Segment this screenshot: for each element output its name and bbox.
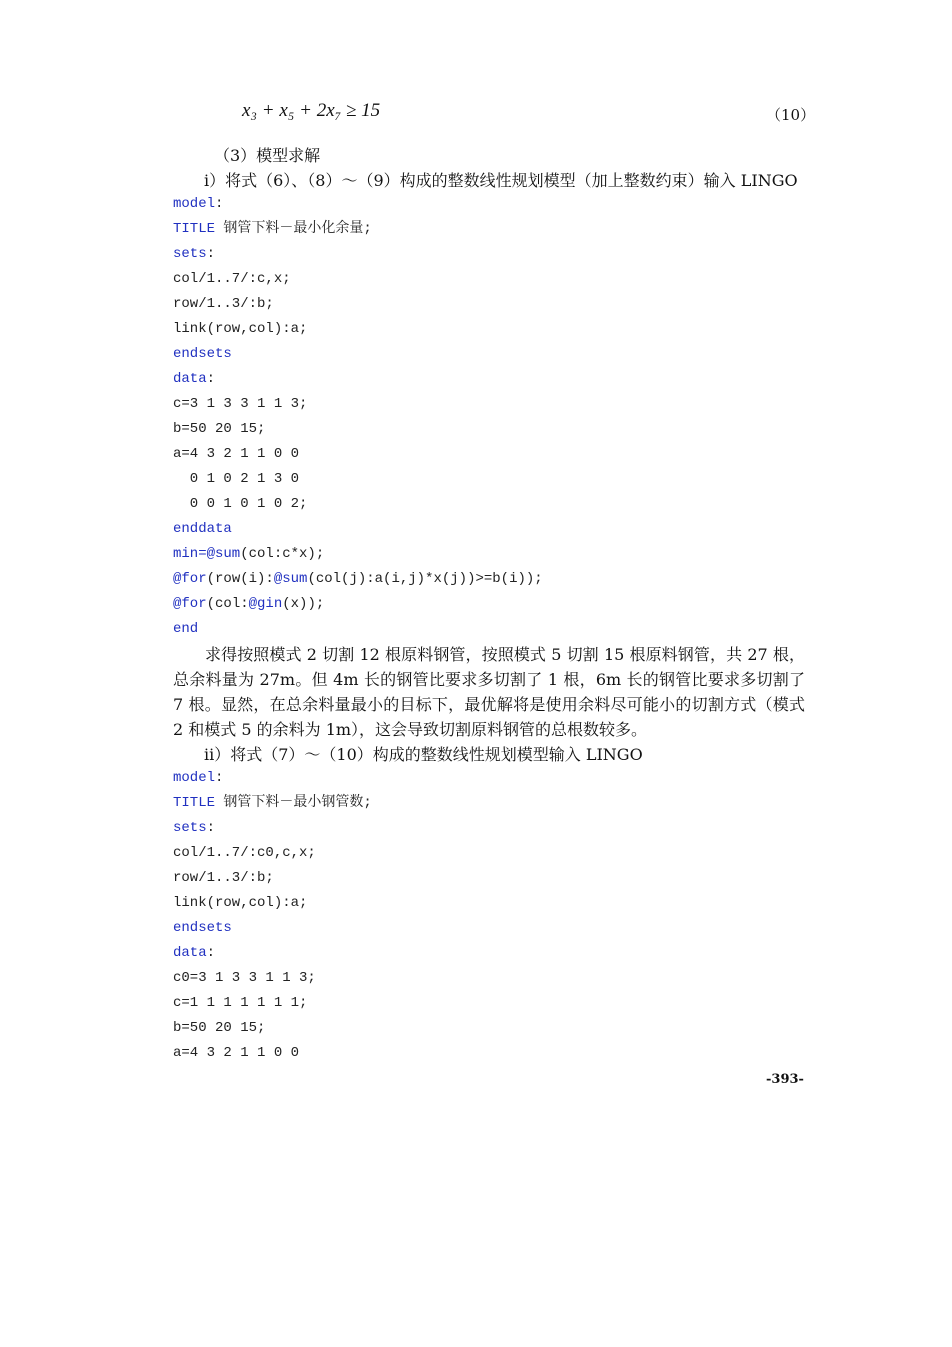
code-text: 0 0 1 0 1 0 2; bbox=[173, 496, 308, 512]
code-line bbox=[173, 217, 372, 242]
code-text: 0 1 0 2 1 3 0 bbox=[173, 471, 300, 487]
code-line bbox=[173, 392, 307, 417]
code-keyword: @for bbox=[173, 571, 207, 587]
code-line bbox=[173, 1016, 265, 1041]
code-line bbox=[173, 617, 198, 642]
code-line bbox=[173, 267, 291, 292]
code-text: : bbox=[206, 945, 216, 961]
code-text: (x)); bbox=[282, 596, 325, 612]
code-text: (col:c*x); bbox=[240, 546, 325, 562]
code-text: link(row,col):a; bbox=[173, 321, 308, 337]
code-line bbox=[173, 1041, 299, 1066]
code-line bbox=[173, 816, 215, 841]
code-line bbox=[173, 542, 324, 567]
code-keyword: model bbox=[173, 196, 216, 212]
code-keyword: endsets bbox=[173, 346, 232, 362]
equation-number: （10） bbox=[766, 106, 816, 124]
code-text: b=50 20 15; bbox=[173, 421, 266, 437]
code-text: a=4 3 2 1 1 0 0 bbox=[173, 446, 300, 462]
code-keyword: min=@sum bbox=[173, 546, 241, 562]
code-line bbox=[173, 492, 307, 517]
code-line bbox=[173, 866, 274, 891]
step1-text: i）将式（6）、（8）～（9）构成的整数线性规划模型（加上整数约束）输入 LINGO bbox=[204, 171, 798, 190]
code-text: col/1..7/:c,x; bbox=[173, 271, 291, 287]
code-keyword: endsets bbox=[173, 920, 232, 936]
result-paragraph: 求得按照模式 2 切割 12 根原料钢管，按照模式 5 切割 15 根原料钢管，共 27 根，总余料量为 27m。但 4m 长的钢管比要求多切割了 1 根，6m 长的钢管比要求多切割了 7 根。显然，在总余料量最小的目标下，最优解将是使用余料尽可能小的切割方式（模式 2 和模式 5 的余料为 1m），这会导致切割原料钢管的总根数较多。 bbox=[173, 645, 805, 739]
page-number: -393- bbox=[766, 1072, 804, 1087]
code-line bbox=[173, 916, 232, 941]
code-text: row/1..3/:b; bbox=[173, 870, 274, 886]
code-line bbox=[173, 766, 223, 791]
code-text: 钢管下料－最小钢管数; bbox=[215, 795, 372, 811]
code-text: 钢管下料－最小化余量; bbox=[215, 221, 372, 237]
code-text: c=1 1 1 1 1 1 1; bbox=[173, 995, 308, 1011]
code-line bbox=[173, 567, 543, 592]
code-line bbox=[173, 192, 223, 217]
code-keyword: data bbox=[173, 371, 207, 387]
code-line bbox=[173, 242, 215, 267]
code-keyword: end bbox=[173, 621, 199, 637]
code-line bbox=[173, 292, 274, 317]
code-line bbox=[173, 941, 215, 966]
section-heading: （3）模型求解 bbox=[214, 146, 321, 165]
code-text: a=4 3 2 1 1 0 0 bbox=[173, 1045, 300, 1061]
step2-text: ii）将式（7）～（10）构成的整数线性规划模型输入 LINGO bbox=[204, 745, 643, 764]
code-text: c0=3 1 3 3 1 1 3; bbox=[173, 970, 316, 986]
code-text: (row(i): bbox=[206, 571, 274, 587]
code-text: : bbox=[215, 770, 224, 786]
code-line bbox=[173, 891, 307, 916]
code-line bbox=[173, 791, 372, 816]
code-keyword: TITLE bbox=[173, 795, 216, 811]
code-line bbox=[173, 442, 299, 467]
code-keyword: @for bbox=[173, 596, 207, 612]
code-keyword: @gin bbox=[248, 596, 283, 612]
code-text: (col(j):a(i,j)*x(j))>=b(i)); bbox=[307, 571, 543, 587]
code-line bbox=[173, 417, 265, 442]
code-keyword: TITLE bbox=[173, 221, 216, 237]
code-line bbox=[173, 517, 232, 542]
code-text: row/1..3/:b; bbox=[173, 296, 274, 312]
code-text: (col: bbox=[206, 596, 249, 612]
code-line bbox=[173, 592, 324, 617]
code-keyword: data bbox=[173, 945, 207, 961]
code-text: : bbox=[206, 820, 216, 836]
code-text: c=3 1 3 3 1 1 3; bbox=[173, 396, 308, 412]
code-keyword: enddata bbox=[173, 521, 232, 537]
code-line bbox=[173, 317, 307, 342]
code-text: : bbox=[206, 371, 216, 387]
code-line bbox=[173, 342, 232, 367]
code-text: col/1..7/:c0,c,x; bbox=[173, 845, 316, 861]
code-text: : bbox=[206, 246, 216, 262]
code-line bbox=[173, 467, 299, 492]
code-text: link(row,col):a; bbox=[173, 895, 308, 911]
equation-10: x₃ + x₅ + 2x₇ ≥ 15 bbox=[242, 100, 381, 121]
code-text: b=50 20 15; bbox=[173, 1020, 266, 1036]
code-text: : bbox=[215, 196, 224, 212]
code-line bbox=[173, 841, 316, 866]
code-keyword: sets bbox=[173, 246, 207, 262]
code-line bbox=[173, 991, 307, 1016]
code-line bbox=[173, 966, 316, 991]
code-keyword: model bbox=[173, 770, 216, 786]
code-keyword: @sum bbox=[273, 571, 308, 587]
code-line bbox=[173, 367, 215, 392]
code-keyword: sets bbox=[173, 820, 207, 836]
